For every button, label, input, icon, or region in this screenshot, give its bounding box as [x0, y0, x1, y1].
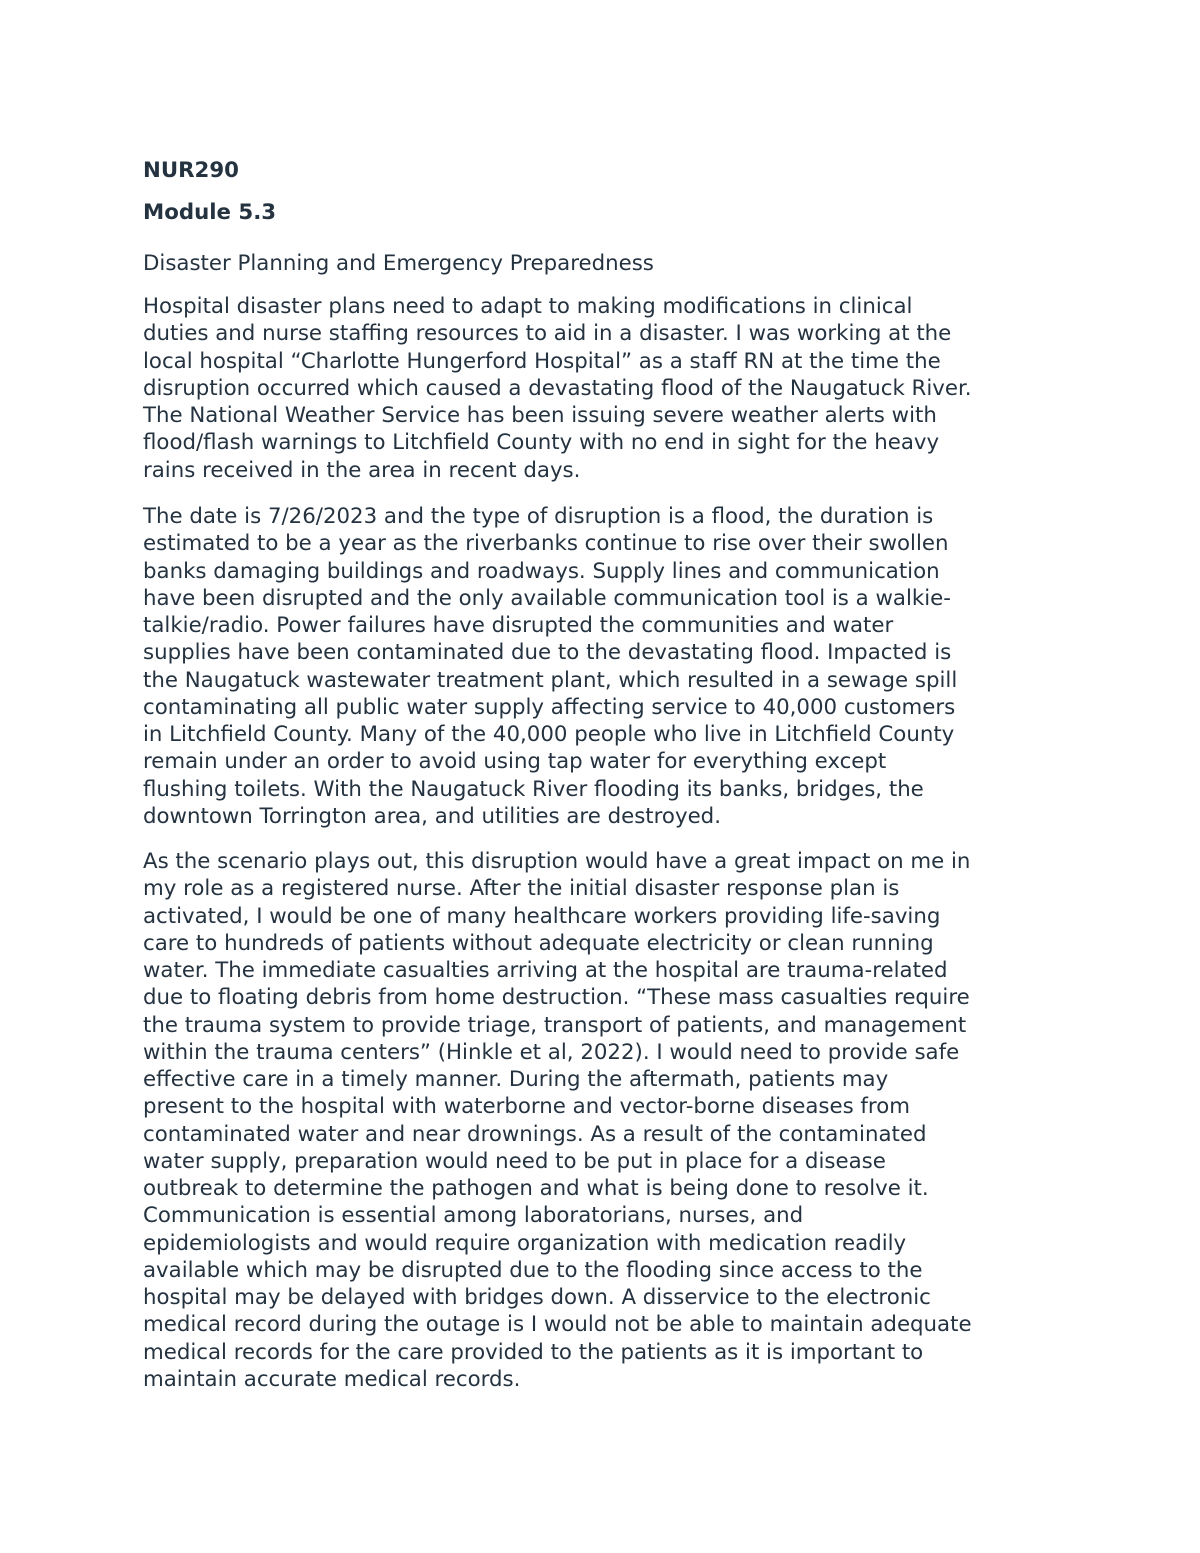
text-line: local hospital “Charlotte Hungerford Hospital” as a staff RN at the time the — [143, 348, 941, 374]
text-line: disruption occurred which caused a devastating flood of the Naugatuck River. — [143, 375, 972, 401]
text-line: water. The immediate casualties arriving at the hospital are trauma-related — [143, 958, 948, 983]
text-line: remain under an order to avoid using tap water for everything except — [143, 749, 887, 775]
course-code: NUR290 — [143, 158, 239, 183]
text-line: have been disrupted and the only available communication tool is a walkie- — [143, 585, 951, 611]
text-line: supplies have been contaminated due to the devastating flood. Impacted is — [143, 640, 952, 666]
text-line: flood/flash warnings to Litchfield County with no end in sight for the heavy — [143, 430, 940, 456]
paragraph-1 — [143, 293, 972, 484]
text-line: Hospital disaster plans need to adapt to making modifications in clinical — [143, 294, 913, 319]
text-line: maintain accurate medical records. — [143, 1366, 521, 1392]
text-line: effective care in a timely manner. During the aftermath, patients may — [143, 1067, 889, 1092]
text-line: present to the hospital with waterborne and vector-borne diseases from — [143, 1094, 910, 1120]
text-line: talkie/radio. Power failures have disrupted the communities and water — [143, 613, 894, 638]
text-line: medical records for the care provided to the patients as it is important to — [143, 1339, 924, 1365]
text-line: contaminating all public water supply affecting service to 40,000 customers — [143, 694, 956, 720]
text-line: The National Weather Service has been issuing severe weather alerts with — [143, 403, 937, 428]
text-line: estimated to be a year as the riverbanks continue to rise over their swollen — [143, 531, 949, 557]
text-line: duties and nurse staffing resources to aid in a disaster. I was working at the — [143, 321, 952, 347]
text-line: banks damaging buildings and roadways. Supply lines and communication — [143, 558, 940, 584]
text-line: the Naugatuck wastewater treatment plant, which resulted in a sewage spill — [143, 667, 958, 693]
text-line: outbreak to determine the pathogen and what is being done to resolve it. — [143, 1176, 929, 1201]
text-line: due to floating debris from home destruction. “These mass casualties require — [143, 985, 970, 1011]
text-line: As the scenario plays out, this disruption would have a great impact on me in — [143, 849, 971, 874]
text-line: water supply, preparation would need to be put in place for a disease — [143, 1148, 886, 1174]
text-line: hospital may be delayed with bridges down. A disservice to the electronic — [143, 1285, 931, 1310]
text-line: Communication is essential among laboratorians, nurses, and — [143, 1203, 804, 1229]
text-line: available which may be disrupted due to the flooding since access to the — [143, 1257, 923, 1283]
text-line: rains received in the area in recent days. — [143, 457, 581, 483]
text-line: downtown Torrington area, and utilities are destroyed. — [143, 803, 721, 829]
text-line: contaminated water and near drownings. As a result of the contaminated — [143, 1121, 927, 1147]
text-line: activated, I would be one of many healthcare workers providing life-saving — [143, 903, 941, 929]
text-line: the trauma system to provide triage, transport of patients, and management — [143, 1012, 967, 1038]
text-line: within the trauma centers” (Hinkle et al, 2022). I would need to provide safe — [143, 1039, 960, 1065]
paragraph-3 — [143, 848, 972, 1393]
document-title: Disaster Planning and Emergency Preparedness — [143, 251, 654, 276]
module-heading: Module 5.3 — [143, 200, 277, 225]
text-line: in Litchfield County. Many of the 40,000 people who live in Litchfield County — [143, 722, 955, 747]
text-line: my role as a registered nurse. After the initial disaster response plan is — [143, 876, 900, 902]
text-line: flushing toilets. With the Naugatuck River flooding its banks, bridges, the — [143, 776, 924, 802]
paragraph-2 — [143, 503, 957, 830]
text-line: care to hundreds of patients without adequate electricity or clean running — [143, 930, 934, 956]
text-line: medical record during the outage is I would not be able to maintain adequate — [143, 1312, 972, 1338]
text-line: epidemiologists and would require organization with medication readily — [143, 1230, 907, 1256]
text-line: The date is 7/26/2023 and the type of disruption is a flood, the duration is — [143, 504, 934, 529]
